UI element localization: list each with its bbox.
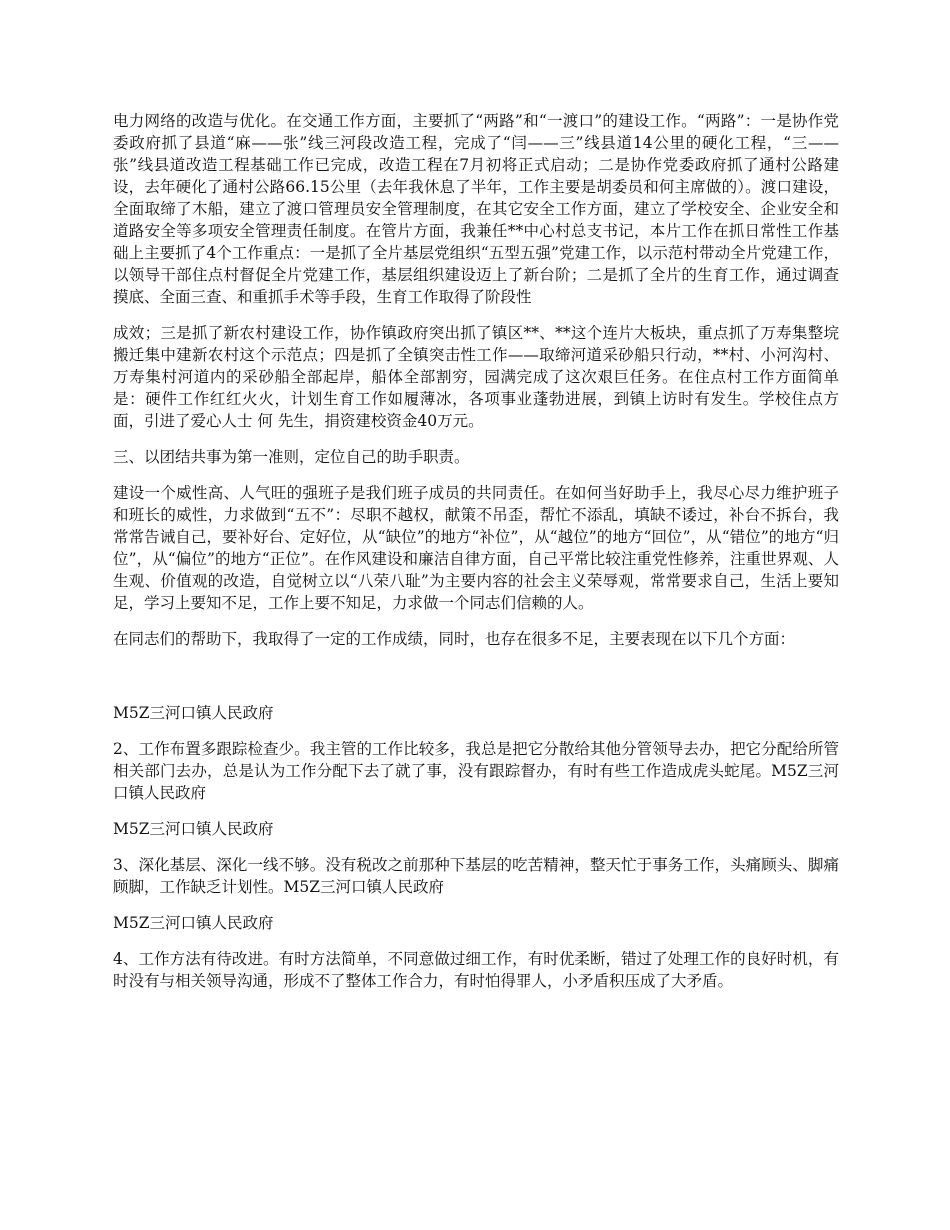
- section-heading-unity: 三、以团结共事为第一准则，定位自己的助手职责。: [113, 448, 470, 466]
- paragraph-traffic-and-district-work: 电力网络的改造与优化。在交通工作方面，主要抓了“两路”和“一渡口”的建设工作。“两路”：一是协作党委政府抓了县道“麻——张”线三河段改造工程，完成了“闫——三”线县道14公里的硬化工程，“三——张”线县道改造工程基础工作已完成，改造工程在7月初将正式启动；二是协作党委政府抓了通村公路建设，去年硬化了通村公路66.15公里（去年我休息了半年，工作主要是胡委员和何主席做的）。渡口建设，全面取缔了木船，建立了渡口管理员安全管理制度，在其它安全工作方面，建立了学校安全、企业安全和道路安全等多项安全管理责任制度。在管片方面，我兼任**中心村总支书记，本片工作在抓日常性工作基础上主要抓了4个工作重点：一是抓了全片基层党组织“五型五强”党建工作，以示范村带动全片党建工作，以领导干部住点村督促全片党建工作，基层组织建设迈上了新台阶；二是抓了全片的生育工作，通过调查摸底、全面三查、和重抓手术等手段，生育工作取得了阶段性: [113, 112, 839, 306]
- paragraph-assistant-role: 建设一个威性高、人气旺的强班子是我们班子成员的共同责任。在如何当好助手上，我尽心尽力维护班子和班长的威性，力求做到“五不”：尽职不越权，献策不吊歪，帮忙不添乱，填缺不诿过，补台不拆台，我常常告诫自己，要补好台、定好位，从“缺位”的地方“补位”，从“越位”的地方“回位”，从“错位”的地方“归位”，从“偏位”的地方“正位”。在作风建设和廉洁自律方面，自己平常比较注重党性修养，注重世界观、人生观、价值观的改造，自觉树立以“八荣八耻”为主要内容的社会主义荣辱观，常常要求自己，生活上要知足，学习上要知不足，工作上要不知足，力求做一个同志们信赖的人。: [113, 484, 839, 612]
- paragraph-shortcomings-intro: 在同志们的帮助下，我取得了一定的工作成绩，同时，也存在很多不足，主要表现在以下几个方面：: [113, 630, 796, 648]
- watermark-line: M5Z三河口镇人民政府: [113, 914, 274, 932]
- watermark-line: M5Z三河口镇人民政府: [113, 820, 274, 838]
- paragraph-point-3: 3、深化基层、深化一线不够。没有税改之前那种下基层的吃苦精神，整天忙于事务工作，头痛顾头、脚痛顾脚，工作缺乏计划性。M5Z三河口镇人民政府: [113, 856, 839, 896]
- document-body: [113, 110, 839, 1006]
- paragraph-point-4: 4、工作方法有待改进。有时方法简单，不同意做过细工作，有时优柔断，错过了处理工作的良好时机，有时没有与相关领导沟通，形成不了整体工作合力，有时怕得罪人，小矛盾积压成了大矛盾。: [113, 950, 839, 990]
- watermark-line: M5Z三河口镇人民政府: [113, 704, 274, 722]
- paragraph-point-2: 2、工作布置多跟踪检查少。我主管的工作比较多，我总是把它分散给其他分管领导去办，把它分配给所管相关部门去办，总是认为工作分配下去了就了事，没有跟踪督办，有时有些工作造成虎头蛇尾。M5Z三河口镇人民政府: [113, 740, 839, 802]
- paragraph-results-continued: 成效；三是抓了新农村建设工作，协作镇政府突出抓了镇区**、**这个连片大板块，重点抓了万寿集整垸搬迁集中建新农村这个示范点；四是抓了全镇突击性工作——取缔河道采砂船只行动，**村、小河沟村、万寿集村河道内的采砂船全部起岸，船体全部割穷，园满完成了这次艰巨任务。在住点村工作方面简单是：硬件工作红红火火，计划生育工作如履薄冰，各项事业蓬勃进展，到镇上访时有发生。学校住点方面，引进了爱心人士 何 先生，捐资建校资金40万元。: [113, 324, 839, 430]
